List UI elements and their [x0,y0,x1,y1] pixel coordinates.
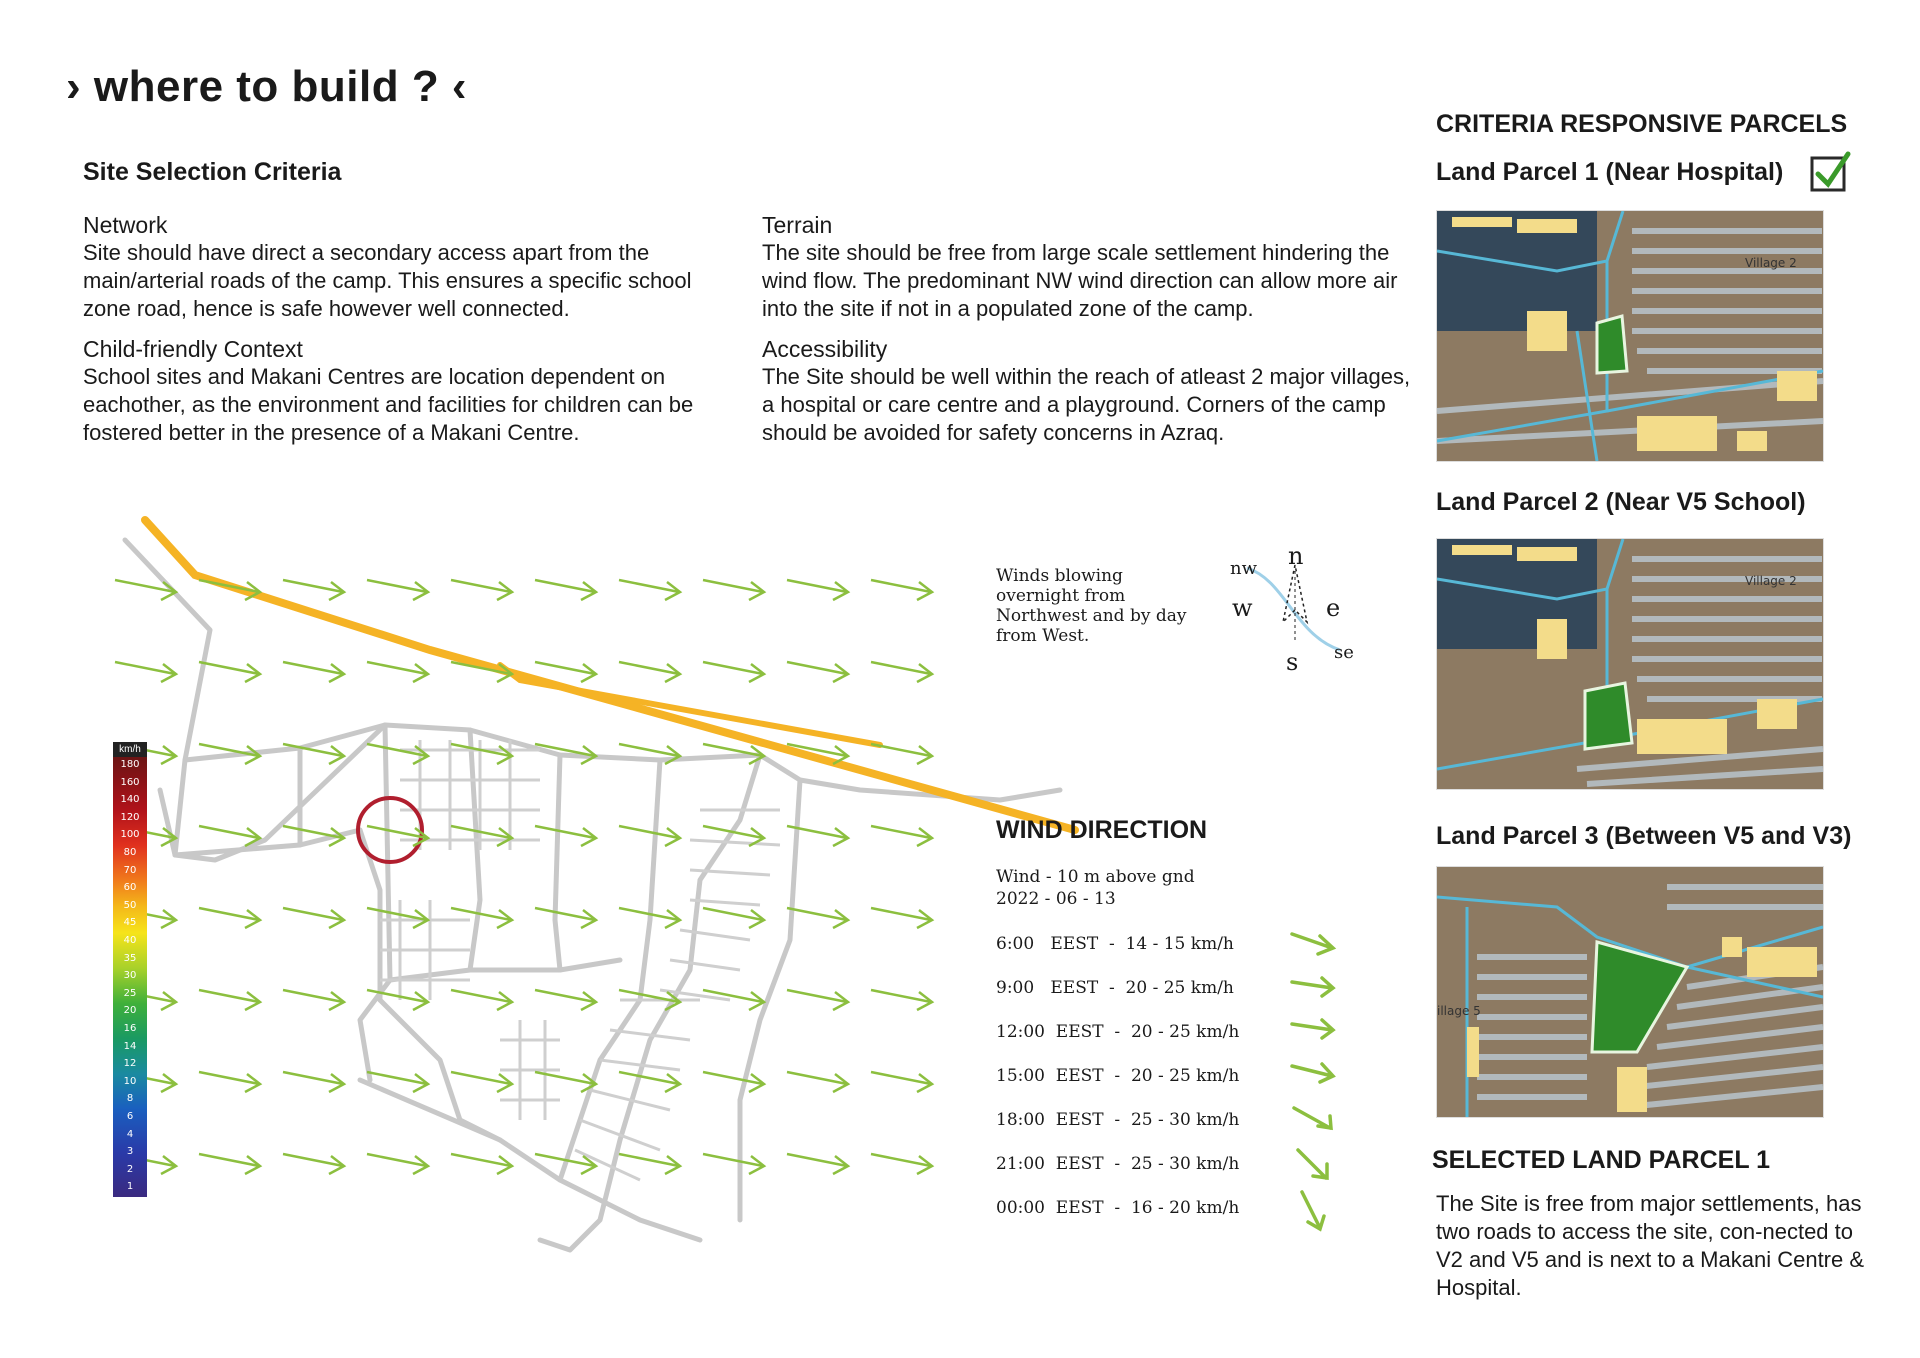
legend-tick-label: 100 [120,829,140,841]
compass-e: e [1326,594,1341,622]
parcel-3-map [1436,866,1824,1118]
wind-arrow-icon [367,580,428,600]
criteria-network [83,212,723,323]
wind-arrow-icon [787,1072,848,1092]
wind-arrow-icon [199,1072,260,1092]
legend-bar [113,757,147,1197]
wind-arrow-icon [703,662,764,682]
criteria-text: School sites and Makani Centres are location dependent on eachother, as the environment and facilities for children can be fostered better in the presence of a Makani Centre. [83,364,694,445]
criteria-text: The site should be free from large scale settlement hindering the wind flow. The predominant NW wind direction can allow more air into the site if not in a populated zone of the camp. [762,240,1398,321]
road-network [125,540,1060,1250]
wind-arrow-icon [871,662,932,682]
wind-row: 6:00 EEST - 14 - 15 km/h [996,934,1234,954]
legend-tick-label: 120 [120,811,140,823]
wind-arrow-icon [535,826,596,846]
wind-arrow-icon [115,662,176,682]
wind-meta-height: Wind - 10 m above gnd [996,867,1195,887]
wind-arrow-icon [787,662,848,682]
legend-tick-label: 6 [126,1111,134,1122]
wind-arrow-icon [199,908,260,928]
legend-tick-label: 2 [126,1163,134,1175]
arrow-icon [1292,1064,1333,1082]
compass-se: se [1334,642,1354,663]
wind-arrow-icon [535,908,596,928]
wind-arrow-icon [871,744,932,764]
legend-tick-label: 3 [126,1146,134,1158]
legend-unit: km/h [113,742,147,757]
wind-arrow-icon [451,1154,512,1174]
legend-tick-label: 35 [123,952,137,964]
wind-arrow-icon [703,990,764,1010]
parcel-2-map [1436,538,1824,790]
wind-arrow-icon [619,580,680,600]
legend-tick-label: 20 [123,1005,137,1017]
wind-arrow-icon [367,908,428,928]
wind-arrow-icon [787,990,848,1010]
legend-tick-label: 45 [123,917,137,929]
legend-tick-label: 140 [120,794,140,806]
wind-arrow-icon [283,744,344,764]
wind-arrow-icon [451,990,512,1010]
criteria-text: The Site should be well within the reach of atleast 2 major villages, a hospital or care centre and a playground. Corners of the camp should be avoided for safety concerns in Azraq. [762,364,1411,445]
wind-arrow-icon [283,662,344,682]
legend-tick-label: 14 [123,1040,137,1052]
legend-tick-label: 80 [123,847,137,858]
wind-arrow-icon [703,580,764,600]
wind-arrow-icon [283,990,344,1010]
selected-parcel-heading: SELECTED LAND PARCEL 1 [1432,1146,1771,1174]
map-village-label: Village 2 [1745,574,1797,588]
wind-arrow-icon [703,1072,764,1092]
legend-tick-label: 180 [120,759,140,770]
wind-arrow-icon [199,1154,260,1174]
legend-tick-label: 8 [126,1093,134,1105]
wind-arrow-icon [199,662,260,682]
wind-arrow-icon [199,990,260,1010]
map-village-label: Village 2 [1745,256,1797,270]
wind-arrow-icon [871,826,932,846]
wind-arrow-icon [283,908,344,928]
arrow-icon [1292,934,1333,954]
wind-meta-date: 2022 - 06 - 13 [996,889,1116,909]
wind-row: 00:00 EEST - 16 - 20 km/h [996,1198,1240,1218]
criteria-heading: Site Selection Criteria [83,158,342,186]
wind-row: 12:00 EEST - 20 - 25 km/h [996,1022,1240,1042]
wind-arrow-icon [871,908,932,928]
criteria-title: Terrain [762,212,833,238]
wind-note: Winds blowing overnight from Northwest and by day from West. [996,566,1187,646]
wind-arrow-icon [787,580,848,600]
wind-arrow-icon [199,826,260,846]
legend-tick-label: 1 [126,1181,134,1193]
criteria-child-friendly [83,336,723,447]
wind-direction-title: WIND DIRECTION [996,816,1208,844]
legend-tick-label: 10 [123,1075,137,1087]
wind-arrow-icon [283,580,344,600]
wind-arrow-icon [787,1154,848,1174]
criteria-title: Network [83,212,168,238]
compass-s: s [1286,648,1299,676]
wind-arrow-icon [535,580,596,600]
wind-arrows [115,580,932,1174]
legend-tick-label: 50 [123,899,137,911]
wind-arrow-icon [367,1154,428,1174]
wind-arrow-icon [703,1154,764,1174]
criteria-text: Site should have direct a secondary access apart from the main/arterial roads of the camp. This ensures a specific school zone road, hence is safe however well connected. [83,240,692,321]
wind-row: 18:00 EEST - 25 - 30 km/h [996,1110,1240,1130]
criteria-title: Child-friendly Context [83,336,303,362]
wind-speed-legend [113,742,147,1197]
page-title: › where to build ? ‹ [66,62,468,111]
wind-arrow-icon [871,1072,932,1092]
selected-parcel-text: The Site is free from major settlements, has two roads to access the site, con-nected to V2 and V5 and is next to a Makani Centre & Hospital. [1436,1191,1865,1300]
wind-arrow-icon [787,908,848,928]
legend-tick-label: 12 [123,1058,137,1070]
legend-tick-label: 25 [123,987,137,999]
wind-meta [996,866,1195,910]
legend-tick-label: 30 [123,970,137,982]
wind-arrow-icon [451,1072,512,1092]
wind-row: 21:00 EEST - 25 - 30 km/h [996,1154,1240,1174]
parcels-heading: CRITERIA RESPONSIVE PARCELS [1436,110,1848,138]
legend-tick-label: 16 [123,1023,137,1034]
arrow-icon [1294,1108,1331,1128]
wind-arrow-icon [619,1072,680,1092]
compass-n: n [1288,542,1304,570]
compass-nw: nw [1230,558,1257,579]
arrow-icon [1302,1192,1324,1229]
compass-w: w [1232,594,1253,622]
wind-arrow-icon [619,662,680,682]
criteria-accessibility [762,336,1422,447]
legend-tick-label: 60 [123,882,137,894]
wind-arrow-icon [619,1154,680,1174]
legend-tick-label: 40 [123,935,137,946]
arrow-icon [1298,1150,1327,1178]
wind-arrow-icon [283,1072,344,1092]
wind-arrow-icon [451,580,512,600]
parcel-1-label: Land Parcel 1 (Near Hospital) [1436,158,1784,186]
wind-arrow-icon [535,990,596,1010]
parcel-1-map [1436,210,1824,462]
camp-road-map [0,500,1100,1280]
wind-row-arrows [1280,920,1350,1240]
arrow-icon [1292,978,1333,996]
wind-row: 9:00 EEST - 20 - 25 km/h [996,978,1234,998]
parcel-2-label: Land Parcel 2 (Near V5 School) [1436,488,1806,516]
wind-arrow-icon [871,990,932,1010]
wind-arrow-icon [871,580,932,600]
highway-branch [500,665,880,745]
wind-arrow-icon [871,1154,932,1174]
wind-arrow-icon [451,908,512,928]
legend-tick-label: 4 [126,1128,134,1140]
wind-arrow-icon [283,1154,344,1174]
highway [145,520,1075,830]
parcel-3-label: Land Parcel 3 (Between V5 and V3) [1436,822,1852,850]
map-village-label: illage 5 [1437,1004,1481,1018]
wind-arrow-icon [703,908,764,928]
wind-arrow-icon [367,662,428,682]
wind-row: 15:00 EEST - 20 - 25 km/h [996,1066,1240,1086]
check-icon [1808,150,1852,194]
criteria-title: Accessibility [762,336,888,362]
criteria-terrain [762,212,1422,323]
legend-tick-label: 160 [120,776,140,788]
wind-arrow-icon [619,826,680,846]
arrow-icon [1292,1020,1333,1038]
legend-tick-label: 70 [123,864,137,876]
